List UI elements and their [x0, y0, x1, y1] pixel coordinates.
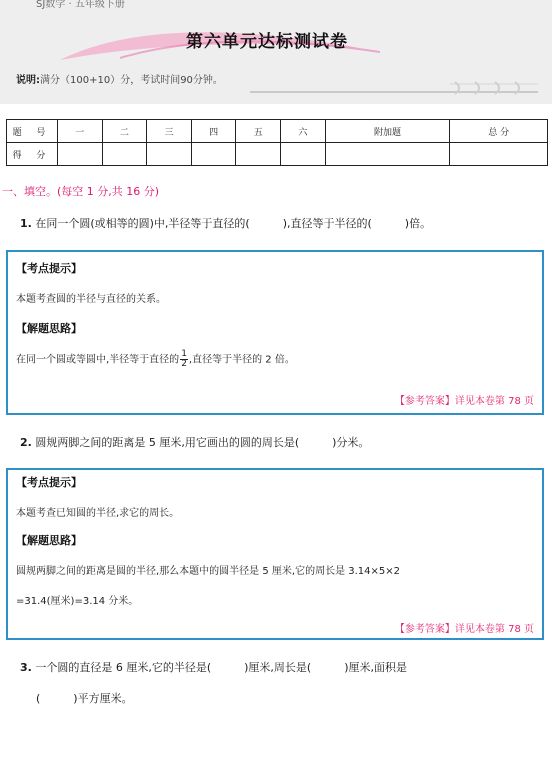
hint-text: 本题考查已知圆的半径,求它的周长。	[16, 508, 180, 519]
score-input-cell[interactable]	[58, 143, 103, 166]
answer-box-2	[6, 468, 544, 640]
score-row-label: 得 分	[7, 143, 58, 166]
score-input-cell[interactable]	[325, 143, 450, 166]
reference-answer-link[interactable]: 【参考答案】详见本卷第 78 页	[394, 396, 534, 407]
fraction	[180, 350, 188, 369]
score-input-cell[interactable]	[102, 143, 147, 166]
solution-text-part: ,直径等于半径的 2 倍。	[188, 354, 295, 366]
question-2	[20, 434, 369, 450]
score-table-cell: 一	[58, 120, 103, 143]
score-table-cell: 附加题	[325, 120, 450, 143]
reference-answer-link[interactable]: 【参考答案】详见本卷第 78 页	[394, 624, 534, 635]
running-head: SJ数学 · 五年级下册	[36, 0, 125, 10]
score-table-cell: 二	[102, 120, 147, 143]
score-input-cell[interactable]	[191, 143, 236, 166]
question-3-continued: ( )平方厘米。	[36, 692, 133, 705]
score-input-cell[interactable]	[450, 143, 548, 166]
fraction-numerator: 1	[181, 349, 187, 359]
fraction-denominator: 2	[181, 359, 187, 369]
swoosh-decoration	[0, 0, 552, 104]
question-text: 在同一个圆(或相等的圆)中,半径等于直径的( ),直径等于半径的( )倍。	[35, 217, 432, 230]
score-table-cell: 五	[236, 120, 281, 143]
note-label: 说明:	[16, 75, 40, 86]
solution-label: 【解题思路】	[16, 322, 82, 335]
score-table-cell: 四	[191, 120, 236, 143]
question-text: 圆规两脚之间的距离是 5 厘米,用它画出的圆的周长是( )分米。	[35, 436, 370, 449]
header-banner	[0, 0, 552, 104]
question-number: 3.	[20, 661, 32, 674]
solution-text-line-2: =31.4(厘米)=3.14 分米。	[16, 596, 139, 607]
question-3	[20, 659, 407, 675]
page-title: 第六单元达标测试卷	[186, 32, 348, 52]
score-table-header-row	[7, 120, 548, 143]
solution-label: 【解题思路】	[16, 534, 82, 547]
hint-label: 【考点提示】	[16, 262, 82, 275]
question-1	[20, 215, 431, 231]
question-number: 1.	[20, 217, 32, 230]
score-table-cell: 题 号	[7, 120, 58, 143]
answer-box-1	[6, 250, 544, 415]
question-text: 一个圆的直径是 6 厘米,它的半径是( )厘米,周长是( )厘米,面积是	[35, 661, 407, 674]
score-input-cell[interactable]	[236, 143, 281, 166]
score-table-cell: 三	[147, 120, 192, 143]
section-heading: 一、填空。(每空 1 分,共 16 分)	[2, 185, 160, 198]
hint-label: 【考点提示】	[16, 476, 82, 489]
score-input-cell[interactable]	[147, 143, 192, 166]
score-table-cell: 总 分	[450, 120, 548, 143]
hint-text: 本题考查圆的半径与直径的关系。	[16, 294, 166, 305]
question-number: 2.	[20, 436, 32, 449]
note-text: 满分（100+10）分，考试时间90分钟。	[40, 75, 223, 86]
solution-text	[16, 350, 295, 369]
solution-text-part: 在同一个圆或等圆中,半径等于直径的	[16, 354, 180, 366]
score-input-cell[interactable]	[281, 143, 326, 166]
score-table	[6, 119, 548, 166]
score-table-cell: 六	[281, 120, 326, 143]
score-table-score-row	[7, 143, 548, 166]
solution-text-line-1: 圆规两脚之间的距离是圆的半径,那么本题中的圆半径是 5 厘米,它的周长是 3.14×5×2	[16, 566, 401, 577]
exam-note	[16, 71, 223, 86]
